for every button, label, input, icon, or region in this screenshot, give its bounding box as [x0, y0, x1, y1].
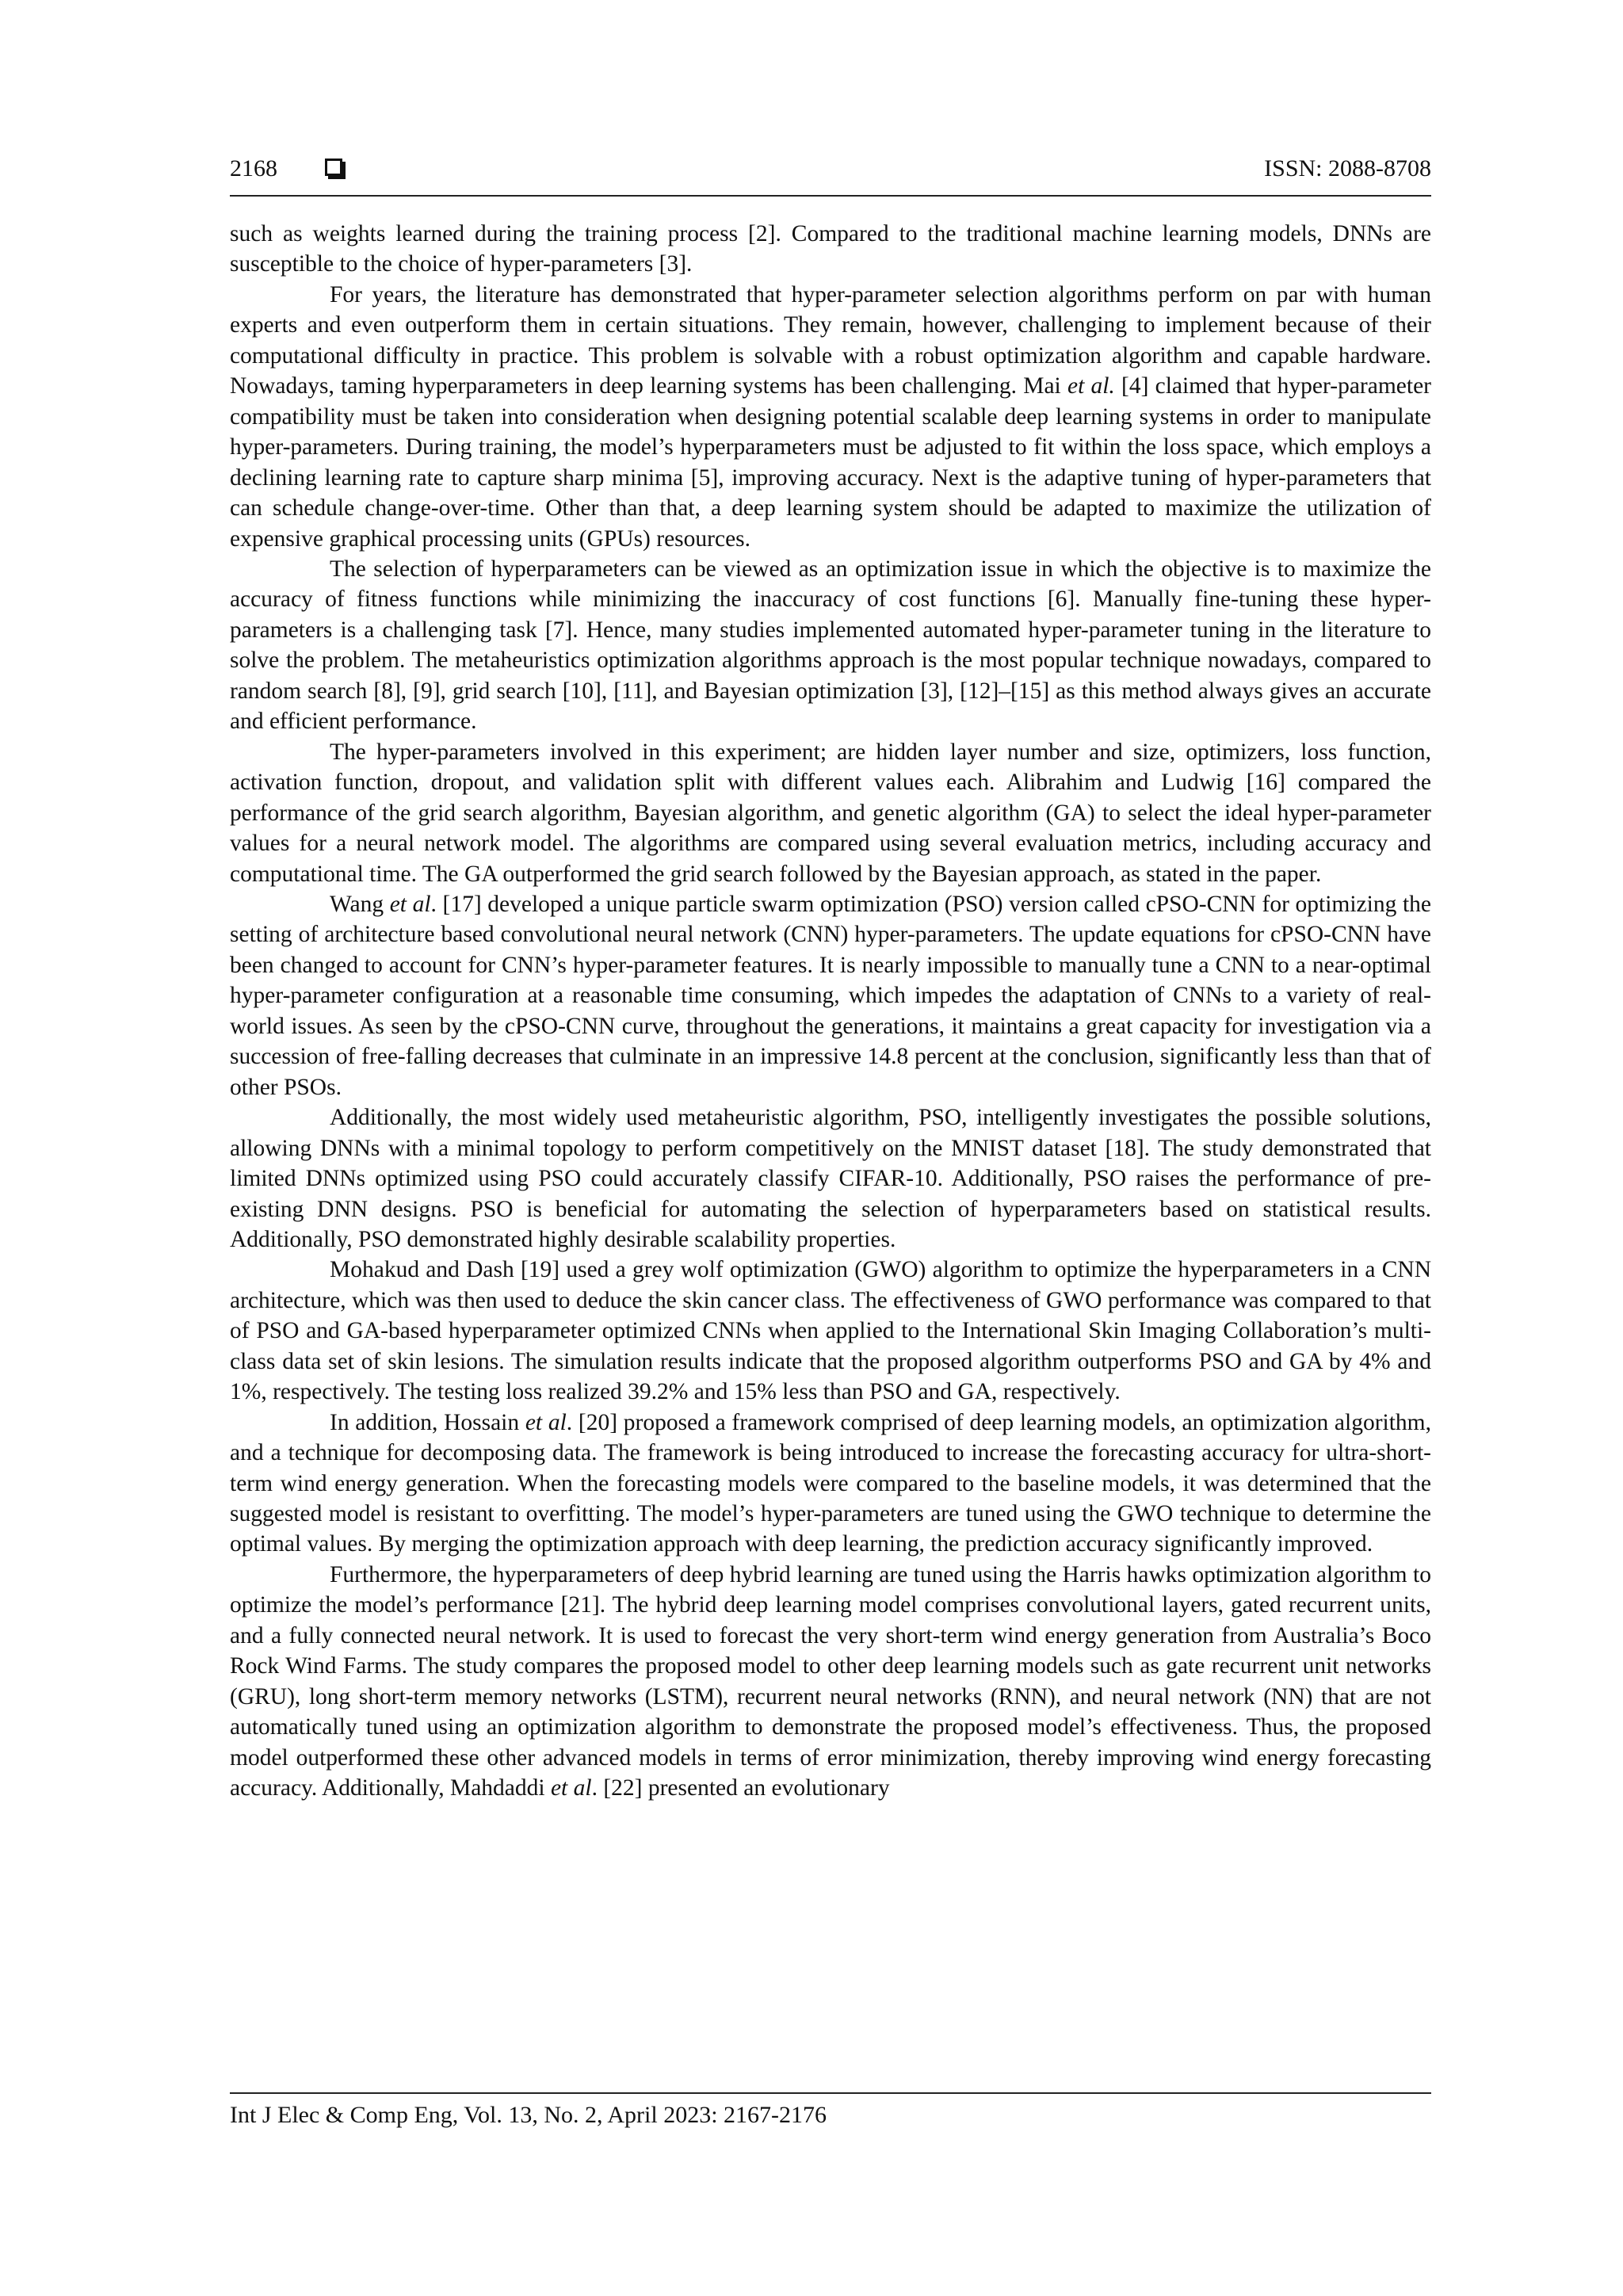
issn-label: ISSN: 2088-8708	[1264, 155, 1431, 181]
paragraph-5: Wang et al. [17] developed a unique particle swarm optimization (PSO) version called cPSO-CNN for optimizing the setting of architecture based convolutional neural network (CNN) hyper-parameters. The update equations for cPSO-CNN have been changed to account for CNN’s hyper-parameter features. It is nearly impossible to manually tune a CNN to a near-optimal hyper-parameter configuration at a reasonable time consuming, which impedes the adaptation of CNNs to a variety of real-world issues. As seen by the cPSO-CNN curve, throughout the generations, it maintains a great capacity for investigation via a succession of free-falling decreases that culminate in an impressive 14.8 percent at the conclusion, significantly less than that of other PSOs.	[230, 891, 1431, 1100]
journal-citation: Int J Elec & Comp Eng, Vol. 13, No. 2, April 2023: 2167-2176	[230, 2102, 827, 2128]
square-bullet-icon	[325, 159, 342, 176]
article-body	[230, 219, 1431, 1804]
paragraph-8: In addition, Hossain et al. [20] proposed a framework comprised of deep learning models, an optimization algorithm, and a technique for decomposing data. The framework is being introduced to increase the forecasting accuracy for ultra-short-term wind energy generation. When the forecasting models were compared to the baseline models, it was determined that the suggested model is resistant to overfitting. The model’s hyper-parameters are tuned using the GWO technique to determine the optimal values. By merging the optimization approach with deep learning, the prediction accuracy significantly improved.	[230, 1409, 1431, 1557]
page-number: 2168	[230, 155, 277, 181]
paragraph-6: Additionally, the most widely used metaheuristic algorithm, PSO, intelligently investigates the possible solutions, allowing DNNs with a minimal topology to perform competitively on the MNIST dataset [18]. The study demonstrated that limited DNNs optimized using PSO could accurately classify CIFAR-10. Additionally, PSO raises the performance of pre-existing DNN designs. PSO is beneficial for automating the selection of hyperparameters based on statistical results. Additionally, PSO demonstrated highly desirable scalability properties.	[230, 1105, 1431, 1252]
page-footer	[230, 2092, 1431, 2129]
paragraph-3: The selection of hyperparameters can be viewed as an optimization issue in which the objective is to maximize the accuracy of fitness functions while minimizing the inaccuracy of cost functions [6]. Manually fine-tuning these hyper-parameters is a challenging task [7]. Hence, many studies implemented automated hyper-parameter tuning in the literature to solve the problem. The metaheuristics optimization algorithms approach is the most popular technique nowadays, compared to random search [8], [9], grid search [10], [11], and Bayesian optimization [3], [12]–[15] as this method always gives an accurate and efficient performance.	[230, 556, 1431, 735]
paragraph-7: Mohakud and Dash [19] used a grey wolf optimization (GWO) algorithm to optimize the hyperparameters in a CNN architecture, which was then used to deduce the skin cancer class. The effectiveness of GWO performance was compared to that of PSO and GA-based hyperparameter optimized CNNs when applied to the International Skin Imaging Collaboration’s multi-class data set of skin lesions. The simulation results indicate that the proposed algorithm outperforms PSO and GA by 4% and 1%, respectively. The testing loss realized 39.2% and 15% less than PSO and GA, respectively.	[230, 1257, 1431, 1405]
paragraph-2: For years, the literature has demonstrated that hyper-parameter selection algorithms perform on par with human experts and even outperform them in certain situations. They remain, however, challenging to implement because of their computational difficulty in practice. This problem is solvable with a robust optimization algorithm and capable hardware. Nowadays, taming hyperparameters in deep learning systems has been challenging. Mai et al. [4] claimed that hyper-parameter compatibility must be taken into consideration when designing potential scalable deep learning systems in order to manipulate hyper-parameters. During training, the model’s hyperparameters must be adjusted to fit within the loss space, which employs a declining learning rate to capture sharp minima [5], improving accuracy. Next is the adaptive tuning of hyper-parameters that can schedule change-over-time. Other than that, a deep learning system should be adapted to maximize the utilization of expensive graphical processing units (GPUs) resources.	[230, 281, 1431, 552]
paragraph-1: such as weights learned during the training process [2]. Compared to the traditional machine learning models, DNNs are susceptible to the choice of hyper-parameters [3].	[230, 221, 1431, 277]
paragraph-4: The hyper-parameters involved in this experiment; are hidden layer number and size, optimizers, loss function, activation function, dropout, and validation split with different values each. Alibrahim and Ludwig [16] compared the performance of the grid search algorithm, Bayesian algorithm, and genetic algorithm (GA) to select the ideal hyper-parameter values for a neural network model. The algorithms are compared using several evaluation metrics, including accuracy and computational time. The GA outperformed the grid search followed by the Bayesian approach, as stated in the paper.	[230, 739, 1431, 887]
page-header	[230, 155, 1431, 197]
paragraph-9: Furthermore, the hyperparameters of deep hybrid learning are tuned using the Harris hawks optimization algorithm to optimize the model’s performance [21]. The hybrid deep learning model comprises convolutional layers, gated recurrent units, and a fully connected neural network. It is used to forecast the very short-term wind energy generation from Australia’s Boco Rock Wind Farms. The study compares the proposed model to other deep learning models such as gate recurrent unit networks (GRU), long short-term memory networks (LSTM), recurrent neural networks (RNN), and neural network (NN) that are not automatically tuned using an optimization algorithm to demonstrate the proposed model’s effectiveness. Thus, the proposed model outperformed these other advanced models in terms of error minimization, thereby improving wind energy forecasting accuracy. Additionally, Mahdaddi et al. [22] presented an evolutionary	[230, 1561, 1431, 1801]
